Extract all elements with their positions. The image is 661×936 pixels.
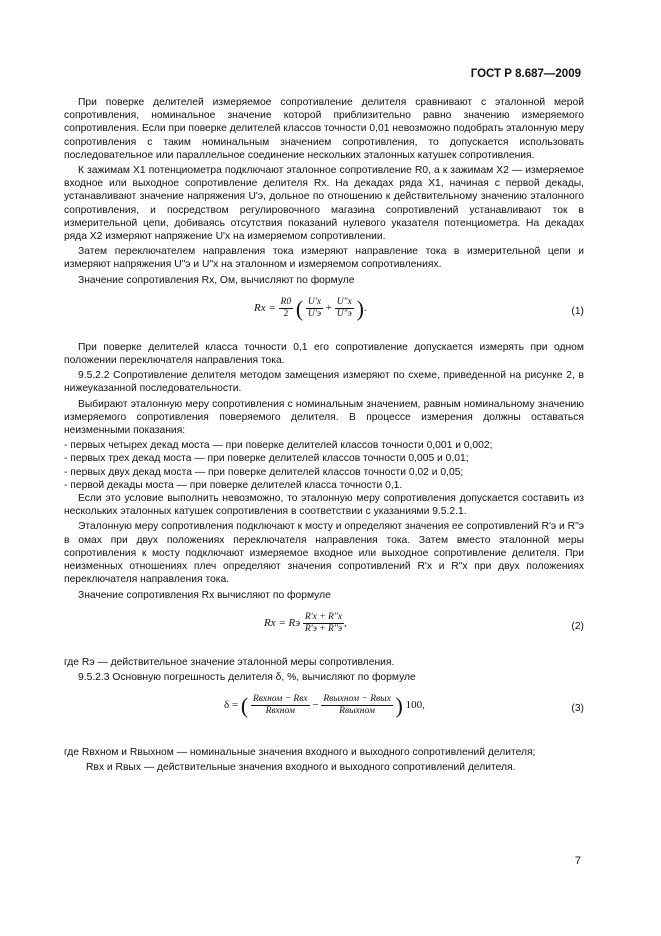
formula-1-t2-den: U"э <box>336 308 352 319</box>
formula-1-t2-num: U"x <box>336 296 352 307</box>
document-body <box>64 96 584 777</box>
formula-1-half-den: 2 <box>283 308 289 319</box>
formula-3-minus: − <box>312 699 319 712</box>
list-item-1: - первых четырех декад моста — при поверке делителей классов точности 0,001 и 0,002; <box>64 440 493 452</box>
formula-2: Rx = Rэ $\frac{R'x + R"x}{R'э + R"э}$ , (2) <box>264 611 584 634</box>
paragraph-13: где Rвхном и Rвыхном — номинальные значения входного и выходного сопротивлений делителя; <box>64 747 536 759</box>
formula-1-plus: + <box>325 301 332 314</box>
formula-3-tail: 100, <box>405 699 425 712</box>
paragraph-4: Значение сопротивления Rx, Ом, вычисляют по формуле <box>78 274 355 286</box>
paragraph-7: Выбирают эталонную меру сопротивления с номинальным значением, равным номинальному значению измеряемого сопротивления поверяемого делителя. В процессе измерения должны оставаться неизменными показания: <box>64 398 584 437</box>
formula-3-lhs: δ = <box>224 699 239 712</box>
paragraph-5: При поверке делителей класса точности 0,1 его сопротивление допускается измерять при одном положении переключателя направления тока. <box>64 341 584 367</box>
formula-3-t1-den: Rвхном <box>265 706 295 717</box>
formula-1: Rx = $\frac{R0}{2}$ ( $\frac{U'x}{U'э}$ + $\frac{U"x}{U"э}$ ). (1) <box>254 295 584 321</box>
page-number: 7 <box>574 855 581 867</box>
paragraph-3: Затем переключателем направления тока измеряют направление тока в измерительной цепи и измеряют напряжения U"э и U"x на эталонном и измеряемом сопротивлениях. <box>64 246 584 271</box>
formula-3-t2-den: Rвыхном <box>339 706 375 717</box>
paragraph-1: При поверке делителей измеряемое сопротивление делителя сравнивают с эталонной мерой сопротивления, номинальное значение которой приблизительно равно значению измеряемого сопротивления. Если при поверке делителей классов точности 0,01 невозможно подобрать эталонную меру сопротивления с таким номинальным значением сопротивления, то допускается использовать последовательное или параллельное соединение нескольких эталонных катушек сопротивления. <box>64 97 584 161</box>
paragraph-10: Значение сопротивления Rx вычисляют по формуле <box>78 589 331 601</box>
paragraph-9: Эталонную меру сопротивления подключают к мосту и определяют значения ее сопротивлений R'э и R"э в омах при двух положениях переключателя направления тока. Затем вместо эталонной меры сопротивления к мосту подключают измеряемое входное или выходное сопротивление делителя. При неизменных отношениях плеч определяют значения сопротивлений R'x и R"x при двух положениях переключателя направления тока. <box>64 521 584 586</box>
formula-2-den: R'э + R"э <box>304 623 343 634</box>
formula-1-t1-den: U'э <box>307 308 322 319</box>
list-item-2: - первых трех декад моста — при поверке делителей классов точности 0,005 и 0,01; <box>64 453 469 465</box>
formula-3-number: (3) <box>571 703 584 715</box>
formula-3: δ = ( $\frac{\text{Rвхном − Rвх}}{\text{Rвхном}}$ − $\frac{\text{Rвыхном − Rвых}}{\text{Rвыхном}}$ ) 100, (3) <box>224 693 584 718</box>
list-item-3: - первых двух декад моста — при поверке делителей классов точности 0,02 и 0,05; <box>64 466 464 478</box>
formula-1-half-num: R0 <box>280 296 292 307</box>
formula-2-num: R'x + R"x <box>304 611 343 622</box>
paragraph-11: где Rэ — действительное значение эталонной меры сопротивления. <box>64 656 395 668</box>
formula-2-number: (2) <box>571 620 584 632</box>
paragraph-12: 9.5.2.3 Основную погрешность делителя δ, %, вычисляют по формуле <box>78 671 416 683</box>
list-item-4: - первой декады моста — при поверке делителей класса точности 0,1. <box>64 479 403 491</box>
paragraph-6: 9.5.2.2 Сопротивление делителя методом замещения измеряют по схеме, приведенной на рисунке 2, в нижеуказанной последовательности. <box>64 370 584 395</box>
formula-1-lhs: Rx = <box>254 301 276 314</box>
formula-3-t2-num: Rвыхном − Rвых <box>323 694 391 705</box>
paragraph-14: Rвх и Rвых — действительные значения входного и выходного сопротивлений делителя. <box>86 762 516 774</box>
paragraph-2: К зажимам X1 потенциометра подключают эталонное сопротивление R0, а к зажимам X2 — измеряемое входное или выходное сопротивление делителя Rx. На декадах ряда X1, начиная с первой декады, устанавливают значение напряжения U'э, дольное по отношению к действительному значению эталонного сопротивления, и посредством регулировочного магазина сопротивлений устанавливают ток в измерительной цепи, добиваясь отсутствия показаний нулевого указателя потенциометра. На декадах ряда X2 измеряют напряжение U'x на измеряемом сопротивлении. <box>64 165 584 243</box>
formula-3-t1-num: Rвхном − Rвх <box>252 694 308 705</box>
formula-1-t1-num: U'x <box>307 296 322 307</box>
formula-2-lhs: Rx = Rэ <box>264 616 301 629</box>
formula-1-number: (1) <box>571 305 584 317</box>
document-header: ГОСТ Р 8.687—2009 <box>470 68 581 80</box>
paragraph-8: Если это условие выполнить невозможно, то эталонную меру сопротивления допускается составить из нескольких эталонных катушек сопротивления в соответствии с указаниями 9.5.2.1. <box>64 493 584 518</box>
